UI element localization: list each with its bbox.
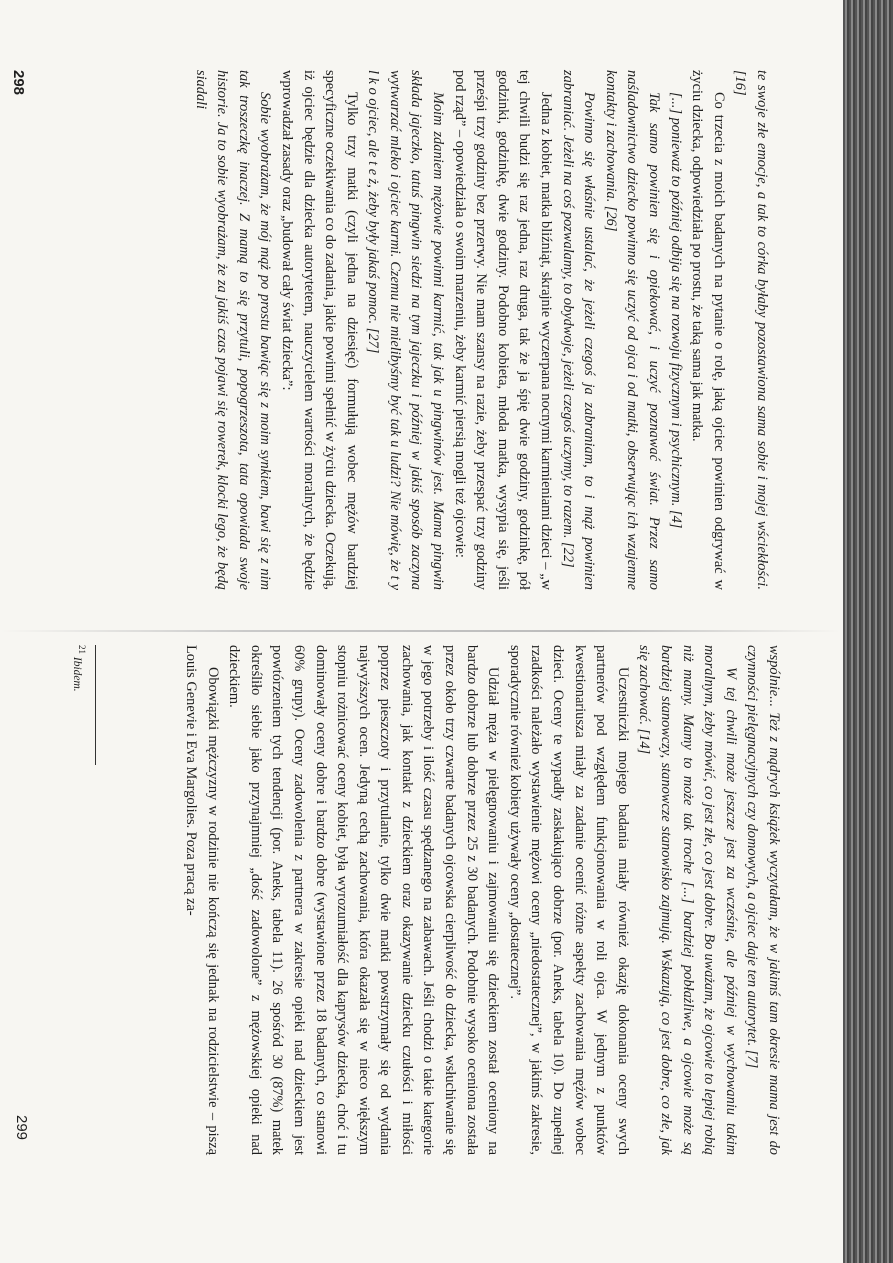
page-298 bbox=[10, 70, 784, 590]
page-299-body bbox=[179, 645, 784, 1155]
paragraph: Powinno się właśnie ustalać, że jeżeli czegoś ja zabraniam, to i mąż powinien zabraniać. Jeżeli na coś pozwalamy, to obydwoje, jeżeli czegoś uczymy, to razem. [22] bbox=[559, 70, 598, 590]
paragraph: Tylko trzy matki (czyli jedna na dziesięć) formułują wobec mężów bardziej specyficzne oczekiwania co do zadania, jakie powinni spełnić w życiu dziecka. Oczekują, iż ojciec będzie dla dziecka autorytetem, nauczycielem wartości moralnych, że będzie wprowadzał zasady oraz „budował cały świat dziecka”: bbox=[278, 70, 360, 590]
page-299 bbox=[13, 645, 784, 1155]
page-298-body bbox=[189, 70, 772, 590]
footnote-rule bbox=[95, 645, 96, 765]
paragraph: te swoje złe emocje, a tak to córka byłaby pozostawiona sama sobie i mojej wściekłości. [16] bbox=[732, 70, 770, 590]
paragraph: wspólnie... Też z mądrych książek wyczytałam, że w jakimś tam okresie mama jest do czynności pielęgnacyjnych czy domowych, a ojciec daje ten autorytet. [7] bbox=[744, 645, 782, 1155]
paragraph: Sobie wyobrażam, że mój mąż po prostu bawiąc się z moim synkiem, bawi się z nim tak troszeczkę inaczej. Z mamą to się przytuli, popogrzeszota, tata opowiada swoje historie. Ja to sobie wyobrażam, że za jakiś czas pojawi się rowerek, klocki lego, że będą siadali bbox=[192, 70, 274, 590]
paragraph bbox=[179, 645, 222, 1155]
page-number: 298 bbox=[10, 70, 27, 96]
paragraph: Jedna z kobiet, matka bliźniąt, skrajnie wyczerpana nocnymi karmieniami dzieci – „w tej chwili budzi się raz jedna, raz druga, tak że ja śpię dwie godziny, godzinkę, pół godzinki, godzinkę, dwie godziny. Podobno kobieta, młoda matka, wysypia się, jeśli prześpi trzy godziny bez przerwy. Nie mam szansy na razie, żeby przespać trzy godziny pod rząd” – opowiedziała o swoim marzeniu, żeby karmić piersią mogli też ojcowie: bbox=[451, 70, 555, 590]
paragraph: Udział męża w pielęgnowaniu i zajmowaniu się dzieckiem został oceniony na bardzo dobrze lub dobrze przez 25 z 30 badanych. Podobnie wysoko oceniona została przez około trzy czwarte badanych ojcowska cierpliwość do dziecka, wsłuchiwanie się w jego potrzeby i ilość czasu spędzanego na zabawach. Jeśli chodzi o takie kategorie zachowania, jak kontakt z dzieckiem oraz okazywanie dziecku czułości i miłości poprzez pieszczoty i przytulanie, tylko dwie matki powstrzymały się od wydania najwyższych ocen. Jedyną cechą zachowania, która okazała się w nieco większym stopniu rożnicować oceny kobiet, była wyrozumiałość dla kaprysów dziecka, choć i tu dominowały oceny dobre i bardzo dobre (wystawione przez 18 badanych, co stanowi 60% grupy). Oceny zadowolenia z partnera w zakresie opieki nad dzieckiem jest powtórzeniem tych tendencji (por. Aneks, tabela 11). 26 spośród 30 (87%) matek określiło siebie jako przynajmniej „dość zadowolone” z mężowskiej opieki nad dzieckiem. bbox=[226, 645, 502, 1155]
paragraph-text: Obowiązki mężczyzny w rodzinie nie kończą się jednak na rodzicielstwie – piszą Louis Genevie i Eva Margolies. Poza pracą za- bbox=[182, 645, 221, 1155]
page-fold-line bbox=[0, 630, 840, 632]
footnote-marker: 21 bbox=[76, 645, 87, 654]
paragraph: Tak samo powinien się i opiekować, i uczyć poznawać świat. Przez samo naśladownictwo dziecko powinno się uczyć od ojca i od matki, obserwując ich wzajemne kontakty i zachowania. [26] bbox=[602, 70, 663, 590]
paragraph: W tej chwili może jeszcze jest za wcześnie, ale później w wychowaniu takim moralnym, żeby mówić, co jest złe, co jest dobre. Bo uważam, że ojcowie to lepiej robią niż mamy. Mamy to może tak troche [...] bardziej pobłażliwe, a ojcowie może są bardziej stanowczy, stanowcze stanowisko zajmują. Wskazują, co jest dobre, co złe, jak się zachować. [14] bbox=[636, 645, 739, 1155]
paragraph: Co trzecia z moich badanych na pytanie o rolę, jaką ojciec powinien odgrywać w życiu dziecka, odpowiedziała po prostu, że taką sama jak matka. bbox=[689, 70, 727, 590]
book-spine-shadow bbox=[843, 0, 893, 1263]
footnote-text: Ibidem. bbox=[71, 656, 83, 692]
paragraph: Moim zdaniem mężowie powinni karmić, tak jak u pingwinów jest. Mama pingwin składa jajeczko, tatuś pingwin siedzi na tym jajeczku i później w jakiś sposób zaczyna wytwarzać mleko i ojciec karmi. Czemu nie mielibyśmy być tak u ludzi? Nie mówię, że t y l k o ojciec, ale t e ż, żeby były jakaś pomoc. [27] bbox=[365, 70, 447, 590]
page-number: 299 bbox=[13, 1115, 30, 1141]
paragraph: Uczestniczki mojego badania miały również okazję dokonania oceny swych partnerów pod względem funkcjonowania w roli ojca. W jednym z punktów kwestionariusza miały za zadanie ocenić różne aspekty zachowania mężów wobec dzieci. Oceny te wypadły zaskakująco dobrze (por. Aneks, tabela 10). Do zupełnej rzadkości należało wystawienie mężowi oceny „niedostatecznej”, w jakimś zakresie, sporadycznie również kobiety używały oceny „dostatecznej”. bbox=[506, 645, 631, 1155]
footnote bbox=[70, 645, 87, 1155]
paragraph: [...] ponieważ to później odbija się na rozwoju fizycznym i psychicznym. [4] bbox=[667, 92, 684, 529]
